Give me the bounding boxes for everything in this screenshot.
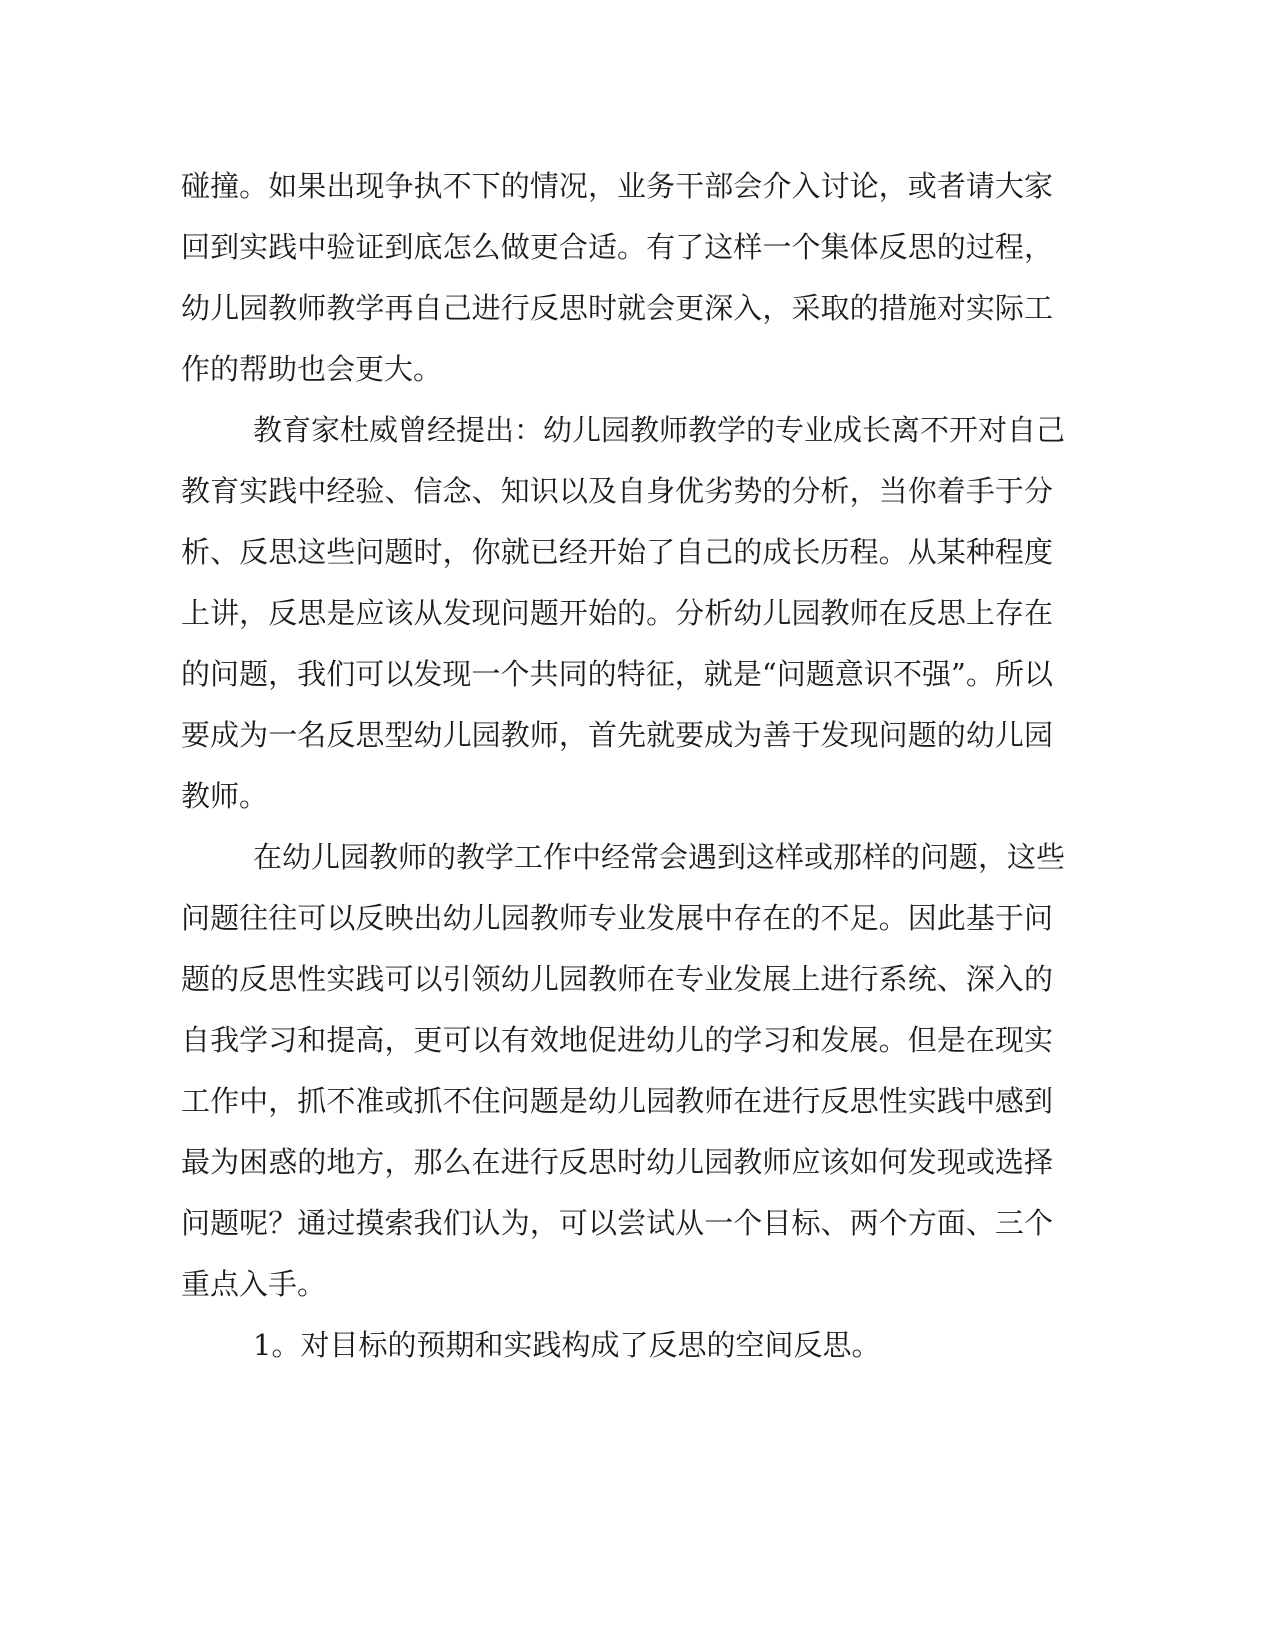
- text-line: 自我学习和提高，更可以有效地促进幼儿的学习和发展。但是在现实: [181, 1023, 1053, 1057]
- paragraph: [181, 1315, 1053, 1376]
- text-line: 要成为一名反思型幼儿园教师，首先就要成为善于发现问题的幼儿园: [181, 718, 1053, 752]
- text-line: 回到实践中验证到底怎么做更合适。有了这样一个集体反思的过程，: [181, 230, 1053, 264]
- text-line: 幼儿园教师教学再自己进行反思时就会更深入，采取的措施对实际工: [181, 291, 1053, 325]
- text-line: 教育家杜威曾经提出：幼儿园教师教学的专业成长离不开对自己: [253, 413, 1066, 447]
- text-line: 最为困惑的地方，那么在进行反思时幼儿园教师应该如何发现或选择: [181, 1145, 1053, 1179]
- text-line: 碰撞。如果出现争执不下的情况，业务干部会介入讨论，或者请大家: [181, 169, 1053, 203]
- text-line: 的问题，我们可以发现一个共同的特征，就是“问题意识不强”。所以: [181, 657, 1053, 691]
- text-line: 教育实践中经验、信念、知识以及自身优劣势的分析，当你着手于分: [181, 474, 1053, 508]
- text-line: 重点入手。: [181, 1267, 327, 1301]
- text-line: 题的反思性实践可以引领幼儿园教师在专业发展上进行系统、深入的: [181, 962, 1053, 996]
- document-body: [181, 156, 1066, 1376]
- text-line: 工作中，抓不准或抓不住问题是幼儿园教师在进行反思性实践中感到: [181, 1084, 1053, 1118]
- section-heading: 1。对目标的预期和实践构成了反思的空间反思。: [253, 1328, 881, 1362]
- paragraph: [181, 827, 1066, 1315]
- text-line: 在幼儿园教师的教学工作中经常会遇到这样或那样的问题，这些: [253, 840, 1066, 874]
- text-line: 问题呢？通过摸索我们认为，可以尝试从一个目标、两个方面、三个: [181, 1206, 1053, 1240]
- paragraph: [181, 156, 1053, 400]
- text-line: 问题往往可以反映出幼儿园教师专业发展中存在的不足。因此基于问: [181, 901, 1053, 935]
- text-line: 教师。: [181, 779, 269, 813]
- text-line: 上讲，反思是应该从发现问题开始的。分析幼儿园教师在反思上存在: [181, 596, 1053, 630]
- paragraph: [181, 400, 1066, 827]
- text-line: 作的帮助也会更大。: [181, 352, 443, 386]
- text-line: 析、反思这些问题时，你就已经开始了自己的成长历程。从某种程度: [181, 535, 1053, 569]
